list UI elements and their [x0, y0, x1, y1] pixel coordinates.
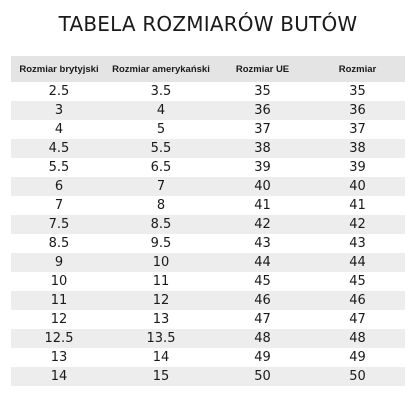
cell-us-size: 13: [107, 310, 215, 329]
cell-us-size: 4: [107, 101, 215, 120]
table-body: [11, 82, 405, 386]
cell-us-size: 9.5: [107, 234, 215, 253]
cell-size: 37: [310, 120, 405, 139]
cell-size: 50: [310, 367, 405, 386]
cell-size: 36: [310, 101, 405, 120]
cell-size: 38: [310, 139, 405, 158]
table-row: [11, 367, 405, 386]
cell-eu-size: 47: [215, 310, 310, 329]
cell-uk-size: 7.5: [11, 215, 107, 234]
cell-eu-size: 41: [215, 196, 310, 215]
cell-uk-size: 12.5: [11, 329, 107, 348]
cell-us-size: 5.5: [107, 139, 215, 158]
cell-eu-size: 45: [215, 272, 310, 291]
header-row: [11, 56, 405, 82]
cell-eu-size: 49: [215, 348, 310, 367]
page-title: TABELA ROZMIARÓW BUTÓW: [58, 12, 358, 36]
cell-us-size: 11: [107, 272, 215, 291]
cell-eu-size: 44: [215, 253, 310, 272]
table-row: [11, 177, 405, 196]
cell-eu-size: 37: [215, 120, 310, 139]
cell-eu-size: 48: [215, 329, 310, 348]
cell-size: 46: [310, 291, 405, 310]
cell-us-size: 15: [107, 367, 215, 386]
cell-us-size: 3.5: [107, 82, 215, 101]
cell-size: 40: [310, 177, 405, 196]
cell-uk-size: 6: [11, 177, 107, 196]
table-row: [11, 329, 405, 348]
header-uk-size: Rozmiar brytyjski: [11, 56, 107, 82]
table-row: [11, 158, 405, 177]
cell-uk-size: 14: [11, 367, 107, 386]
cell-us-size: 7: [107, 177, 215, 196]
cell-eu-size: 39: [215, 158, 310, 177]
cell-uk-size: 7: [11, 196, 107, 215]
cell-us-size: 12: [107, 291, 215, 310]
table-row: [11, 291, 405, 310]
cell-us-size: 6.5: [107, 158, 215, 177]
table-row: [11, 215, 405, 234]
cell-uk-size: 9: [11, 253, 107, 272]
table-row: [11, 348, 405, 367]
cell-eu-size: 38: [215, 139, 310, 158]
cell-uk-size: 13: [11, 348, 107, 367]
cell-us-size: 10: [107, 253, 215, 272]
size-table: [11, 56, 405, 386]
cell-uk-size: 11: [11, 291, 107, 310]
cell-uk-size: 8.5: [11, 234, 107, 253]
cell-eu-size: 43: [215, 234, 310, 253]
cell-size: 47: [310, 310, 405, 329]
table-row: [11, 139, 405, 158]
cell-uk-size: 2.5: [11, 82, 107, 101]
cell-eu-size: 36: [215, 101, 310, 120]
cell-us-size: 8.5: [107, 215, 215, 234]
cell-size: 44: [310, 253, 405, 272]
cell-size: 43: [310, 234, 405, 253]
table-row: [11, 82, 405, 101]
cell-uk-size: 3: [11, 101, 107, 120]
cell-eu-size: 35: [215, 82, 310, 101]
table-header: [11, 56, 405, 82]
cell-uk-size: 4: [11, 120, 107, 139]
cell-size: 48: [310, 329, 405, 348]
header-us-size: Rozmiar amerykański: [107, 56, 215, 82]
cell-size: 35: [310, 82, 405, 101]
cell-us-size: 14: [107, 348, 215, 367]
cell-uk-size: 4.5: [11, 139, 107, 158]
table-row: [11, 101, 405, 120]
table-row: [11, 196, 405, 215]
cell-size: 41: [310, 196, 405, 215]
table-row: [11, 234, 405, 253]
cell-size: 39: [310, 158, 405, 177]
cell-size: 45: [310, 272, 405, 291]
cell-us-size: 5: [107, 120, 215, 139]
header-size: Rozmiar: [310, 56, 405, 82]
cell-us-size: 13.5: [107, 329, 215, 348]
cell-size: 49: [310, 348, 405, 367]
table-row: [11, 253, 405, 272]
cell-eu-size: 40: [215, 177, 310, 196]
cell-us-size: 8: [107, 196, 215, 215]
cell-eu-size: 50: [215, 367, 310, 386]
table-row: [11, 310, 405, 329]
cell-uk-size: 12: [11, 310, 107, 329]
table-row: [11, 120, 405, 139]
cell-size: 42: [310, 215, 405, 234]
cell-uk-size: 5.5: [11, 158, 107, 177]
cell-uk-size: 10: [11, 272, 107, 291]
cell-eu-size: 46: [215, 291, 310, 310]
header-eu-size: Rozmiar UE: [215, 56, 310, 82]
cell-eu-size: 42: [215, 215, 310, 234]
table-row: [11, 272, 405, 291]
